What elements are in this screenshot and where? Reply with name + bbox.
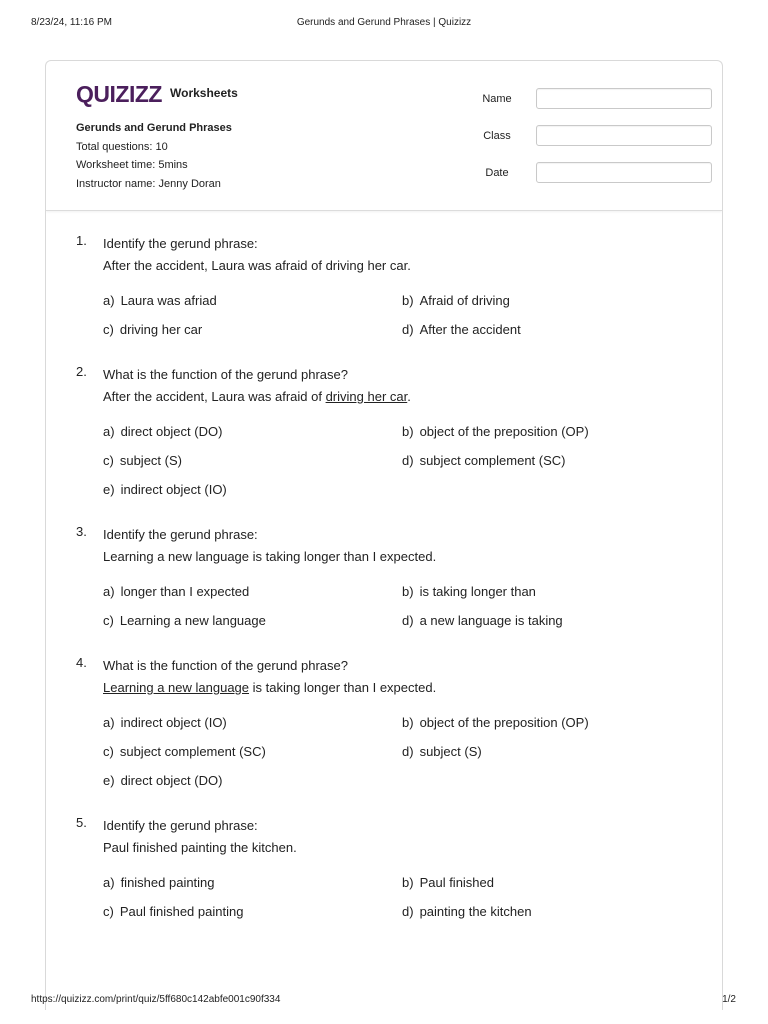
- answer-options: [103, 422, 696, 499]
- option-a[interactable]: a) direct object (DO): [103, 424, 223, 439]
- option-d[interactable]: d) After the accident: [402, 322, 521, 337]
- option-b[interactable]: b) is taking longer than: [402, 584, 536, 599]
- underlined-phrase: driving her car: [325, 389, 408, 404]
- name-field[interactable]: [536, 88, 712, 109]
- question-number: 5.: [76, 815, 87, 830]
- option-a[interactable]: a) longer than I expected: [103, 584, 250, 599]
- option-d[interactable]: d) subject complement (SC): [402, 453, 566, 468]
- question-prompt: Identify the gerund phrase:: [103, 527, 258, 542]
- question-sentence: Learning a new language is taking longer than I expected.: [103, 549, 437, 564]
- option-c[interactable]: c) Learning a new language: [103, 613, 266, 628]
- date-field[interactable]: [536, 162, 712, 183]
- question-prompt: Identify the gerund phrase:: [103, 236, 258, 251]
- question-number: 4.: [76, 655, 87, 670]
- question-number: 3.: [76, 524, 87, 539]
- option-e[interactable]: e) direct object (DO): [103, 773, 223, 788]
- question-1: [76, 233, 696, 339]
- question-4: [76, 655, 696, 790]
- logo-text: QUIZIZZ: [76, 81, 162, 107]
- print-title: Gerunds and Gerund Phrases | Quizizz: [296, 17, 472, 28]
- option-b[interactable]: b) Paul finished: [402, 875, 495, 890]
- answer-options: [103, 873, 696, 921]
- name-row: [476, 87, 712, 110]
- question-sentence: After the accident, Laura was afraid of driving her car.: [103, 258, 411, 273]
- option-d[interactable]: d) a new language is taking: [402, 613, 563, 628]
- option-c[interactable]: c) driving her car: [103, 322, 203, 337]
- instructor-name: Instructor name: Jenny Doran: [76, 177, 221, 190]
- question-prompt: What is the function of the gerund phrase?: [103, 658, 348, 673]
- print-url: https://quizizz.com/print/quiz/5ff680c142abfe001c90f334: [31, 994, 281, 1005]
- question-3: [76, 524, 696, 630]
- option-c[interactable]: c) subject (S): [103, 453, 182, 468]
- worksheet-meta: [76, 119, 232, 193]
- underlined-phrase: Learning a new language: [103, 680, 250, 695]
- question-number: 1.: [76, 233, 87, 248]
- option-d[interactable]: d) painting the kitchen: [402, 904, 532, 919]
- student-fields: [476, 87, 712, 198]
- print-footer: [0, 994, 768, 1014]
- option-d[interactable]: d) subject (S): [402, 744, 482, 759]
- question-sentence: After the accident, Laura was afraid of driving her car.: [103, 389, 411, 404]
- option-a[interactable]: a) finished painting: [103, 875, 215, 890]
- date-row: [476, 161, 712, 184]
- class-label: Class: [483, 129, 511, 142]
- option-a[interactable]: a) indirect object (IO): [103, 715, 227, 730]
- date-label: Date: [485, 166, 509, 179]
- answer-options: [103, 291, 696, 339]
- question-list: [76, 233, 696, 946]
- quizizz-logo-mark: [76, 81, 164, 107]
- worksheet-header: [46, 61, 722, 211]
- logo-subtitle: Worksheets: [170, 86, 238, 100]
- question-prompt: What is the function of the gerund phrase?: [103, 367, 348, 382]
- question-2: [76, 364, 696, 499]
- worksheet-card: [45, 60, 723, 1010]
- class-row: [476, 124, 712, 147]
- option-b[interactable]: b) object of the preposition (OP): [402, 715, 589, 730]
- total-questions: Total questions: 10: [76, 140, 168, 153]
- worksheet-time: Worksheet time: 5mins: [76, 159, 188, 171]
- class-field[interactable]: [536, 125, 712, 146]
- print-date: 8/23/24, 11:16 PM: [31, 17, 112, 28]
- option-a[interactable]: a) Laura was afriad: [103, 293, 217, 308]
- question-prompt: Identify the gerund phrase:: [103, 818, 258, 833]
- quizizz-logo: [76, 81, 238, 107]
- question-number: 2.: [76, 364, 87, 379]
- question-5: [76, 815, 696, 921]
- question-sentence: Paul finished painting the kitchen.: [103, 840, 297, 855]
- page-count: 1/2: [722, 994, 736, 1005]
- answer-options: [103, 582, 696, 630]
- option-e[interactable]: e) indirect object (IO): [103, 482, 227, 497]
- option-b[interactable]: b) Afraid of driving: [402, 293, 510, 308]
- question-sentence: Learning a new language is taking longer than I expected.: [103, 680, 437, 695]
- option-b[interactable]: b) object of the preposition (OP): [402, 424, 589, 439]
- worksheet-title: Gerunds and Gerund Phrases: [76, 122, 232, 134]
- name-label: Name: [482, 92, 512, 105]
- option-c[interactable]: c) Paul finished painting: [103, 904, 244, 919]
- answer-options: [103, 713, 696, 790]
- option-c[interactable]: c) subject complement (SC): [103, 744, 266, 759]
- print-header: [0, 0, 768, 40]
